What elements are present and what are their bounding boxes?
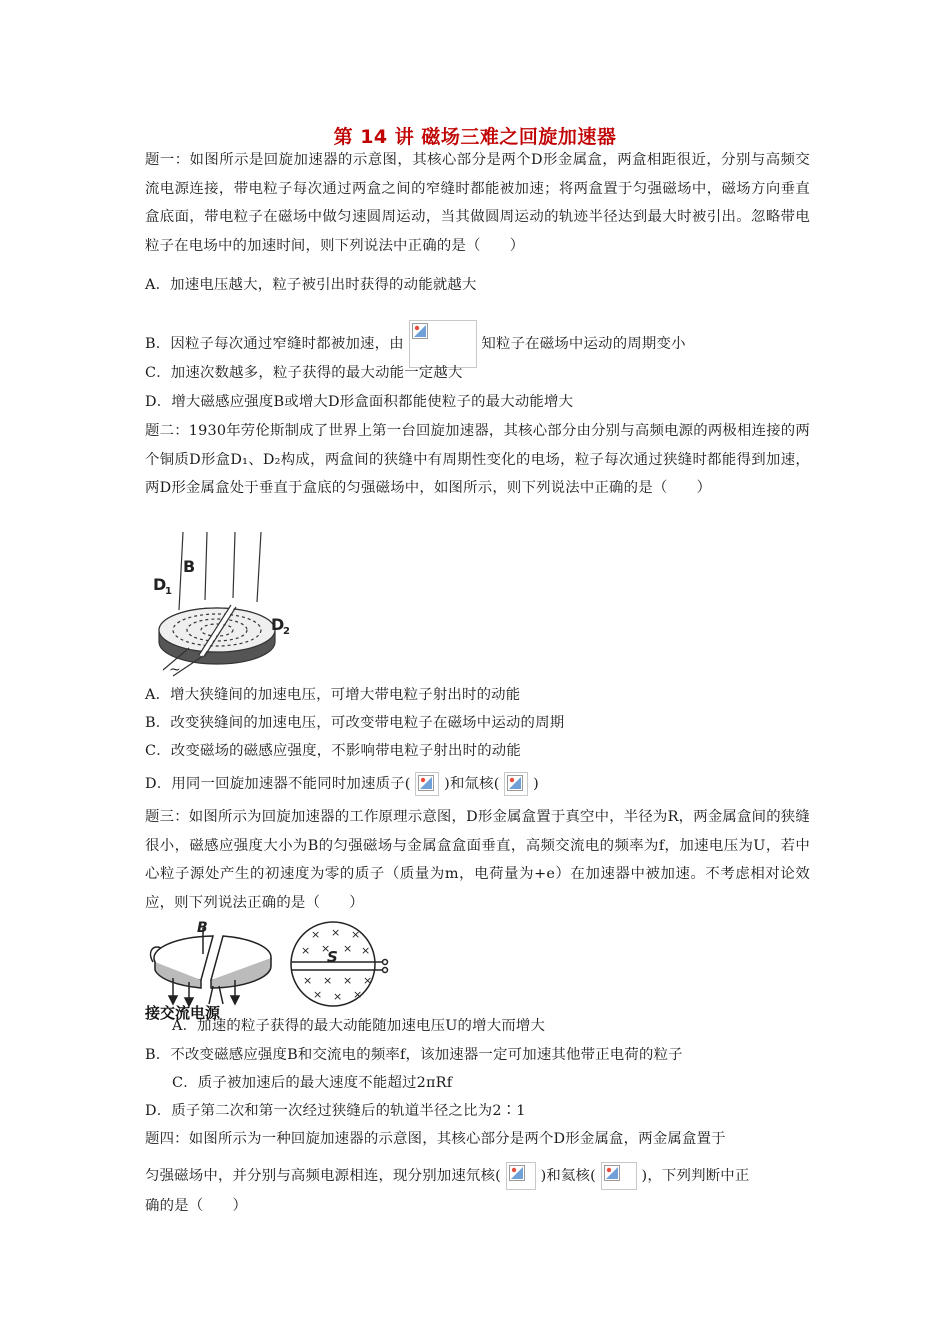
cross-mark: × xyxy=(331,926,341,939)
q3-stem: 题三：如图所示为回旋加速器的工作原理示意图，D形金属盒置于真空中，半径为R，两金属盒间的狭缝很小，磁感应强度大小为B的匀强磁场与金属盒盒面垂直，高频交流电的频率为f，加速电压为U，若中心粒子源处产生的初速度为零的质子（质量为m，电荷量为+e）在加速器中被加速。不考虑相对论效应，则下列说法正确的是（ ） xyxy=(145,809,810,911)
fig1-label-d2: D xyxy=(271,615,285,634)
helium-nucleus-symbol-image-icon xyxy=(601,1162,637,1190)
q4-stem-line3: 确的是（ ） xyxy=(145,1198,248,1214)
cross-mark: × xyxy=(311,928,321,941)
q2-stem: 题二：1930年劳伦斯制成了世界上第一台回旋加速器，其核心部分由分别与高频电源的两极相连接的两个铜质D形盒D₁、D₂构成，两盒间的狭缝中有周期性变化的电场，粒子每次通过狭缝时都能得到加速，两D形金属盒处于垂直于盒底的匀强磁场中，如图所示，则下列说法中正确的是（ ） xyxy=(145,423,810,496)
cyclotron-figure-2 xyxy=(143,918,393,1022)
q4-stem-line1: 题四：如图所示为一种回旋加速器的示意图，其核心部分是两个D形金属盒，两金属盒置于 xyxy=(145,1131,726,1147)
proton-symbol-image-icon xyxy=(415,772,439,796)
deuteron-symbol-image-icon xyxy=(506,1162,536,1190)
cross-mark: × xyxy=(363,974,373,987)
q4-stem-line2 xyxy=(145,1162,749,1190)
fig2-label-b: B xyxy=(197,920,208,936)
q1-option-c: C．加速次数越多，粒子获得的最大动能一定越大 xyxy=(145,365,463,381)
cyclotron-figure-1 xyxy=(145,530,305,680)
cross-mark: × xyxy=(301,944,311,957)
fig1-label-d2-sub: 2 xyxy=(283,626,290,637)
q4-line2-prefix: 匀强磁场中，并分别与高频电源相连，现分别加速氘核( xyxy=(145,1168,501,1184)
q3-option-c: C．质子被加速后的最大速度不能超过2πRf xyxy=(172,1075,453,1091)
fig2-caption: 接交流电源 xyxy=(145,1004,221,1022)
cross-mark: × xyxy=(351,928,361,941)
q2-option-c: C．改变磁场的磁感应强度，不影响带电粒子射出时的动能 xyxy=(145,743,521,759)
q2-option-d xyxy=(145,772,539,796)
cross-mark: × xyxy=(343,942,353,955)
q1-option-b-prefix: B．因粒子每次通过窄缝时都被加速，由 xyxy=(145,336,404,352)
cross-mark: × xyxy=(343,974,353,987)
cross-mark: × xyxy=(353,988,363,1001)
q1-option-b-suffix: 知粒子在磁场中运动的周期变小 xyxy=(481,336,686,352)
q2-option-a: A．增大狭缝间的加速电压，可增大带电粒子射出时的动能 xyxy=(145,687,521,703)
q1-stem: 题一：如图所示是回旋加速器的示意图，其核心部分是两个D形金属盒，两盒相距很近，分别与高频交流电源连接，带电粒子每次通过两盒之间的窄缝时都能被加速；将两盒置于匀强磁场中，磁场方向垂直盒底面，带电粒子在磁场中做匀速圆周运动，当其做圆周运动的轨迹半径达到最大时被引出。忽略带电粒子在电场中的加速时间，则下列说法中正确的是（ ） xyxy=(145,152,810,254)
q4-line2-middle: )和氦核( xyxy=(540,1168,596,1184)
q2-option-b: B．改变狭缝间的加速电压，可改变带电粒子在磁场中运动的周期 xyxy=(145,715,565,731)
triton-symbol-image-icon xyxy=(504,772,528,796)
q2-option-d-middle: )和氚核( xyxy=(444,776,500,792)
cross-mark: × xyxy=(361,944,371,957)
cross-mark: × xyxy=(333,990,343,1003)
q1-option-d: D．增大磁感应强度B或增大D形盒面积都能使粒子的最大动能增大 xyxy=(145,394,574,410)
q3-option-d: D．质子第二次和第一次经过狭缝后的轨道半径之比为2∶1 xyxy=(145,1103,526,1119)
formula-image-icon xyxy=(409,320,477,368)
q1-option-b xyxy=(145,320,686,368)
fig1-label-d1-sub: 1 xyxy=(165,586,172,597)
fig2-label-s: S xyxy=(327,948,338,966)
fig1-label-b: B xyxy=(183,557,196,576)
q2-option-d-prefix: D．用同一回旋加速器不能同时加速质子( xyxy=(145,776,411,792)
page-title: 第 14 讲 磁场三难之回旋加速器 xyxy=(333,126,617,148)
q3-option-a: A．加速的粒子获得的最大动能随加速电压U的增大而增大 xyxy=(172,1018,546,1034)
q1-option-a: A．加速电压越大，粒子被引出时获得的动能就越大 xyxy=(145,277,477,293)
q2-option-d-suffix: ) xyxy=(533,776,539,792)
q3-option-b: B．不改变磁感应强度B和交流电的频率f，该加速器一定可加速其他带正电荷的粒子 xyxy=(145,1047,683,1063)
fig1-label-tilde: ~ xyxy=(169,662,181,678)
cross-mark: × xyxy=(303,974,313,987)
cross-mark: × xyxy=(323,974,333,987)
cross-mark: × xyxy=(313,988,323,1001)
fig1-label-d1: D xyxy=(153,575,167,594)
cross-mark: × xyxy=(321,942,331,955)
q4-line2-suffix: )，下列判断中正 xyxy=(641,1168,750,1184)
